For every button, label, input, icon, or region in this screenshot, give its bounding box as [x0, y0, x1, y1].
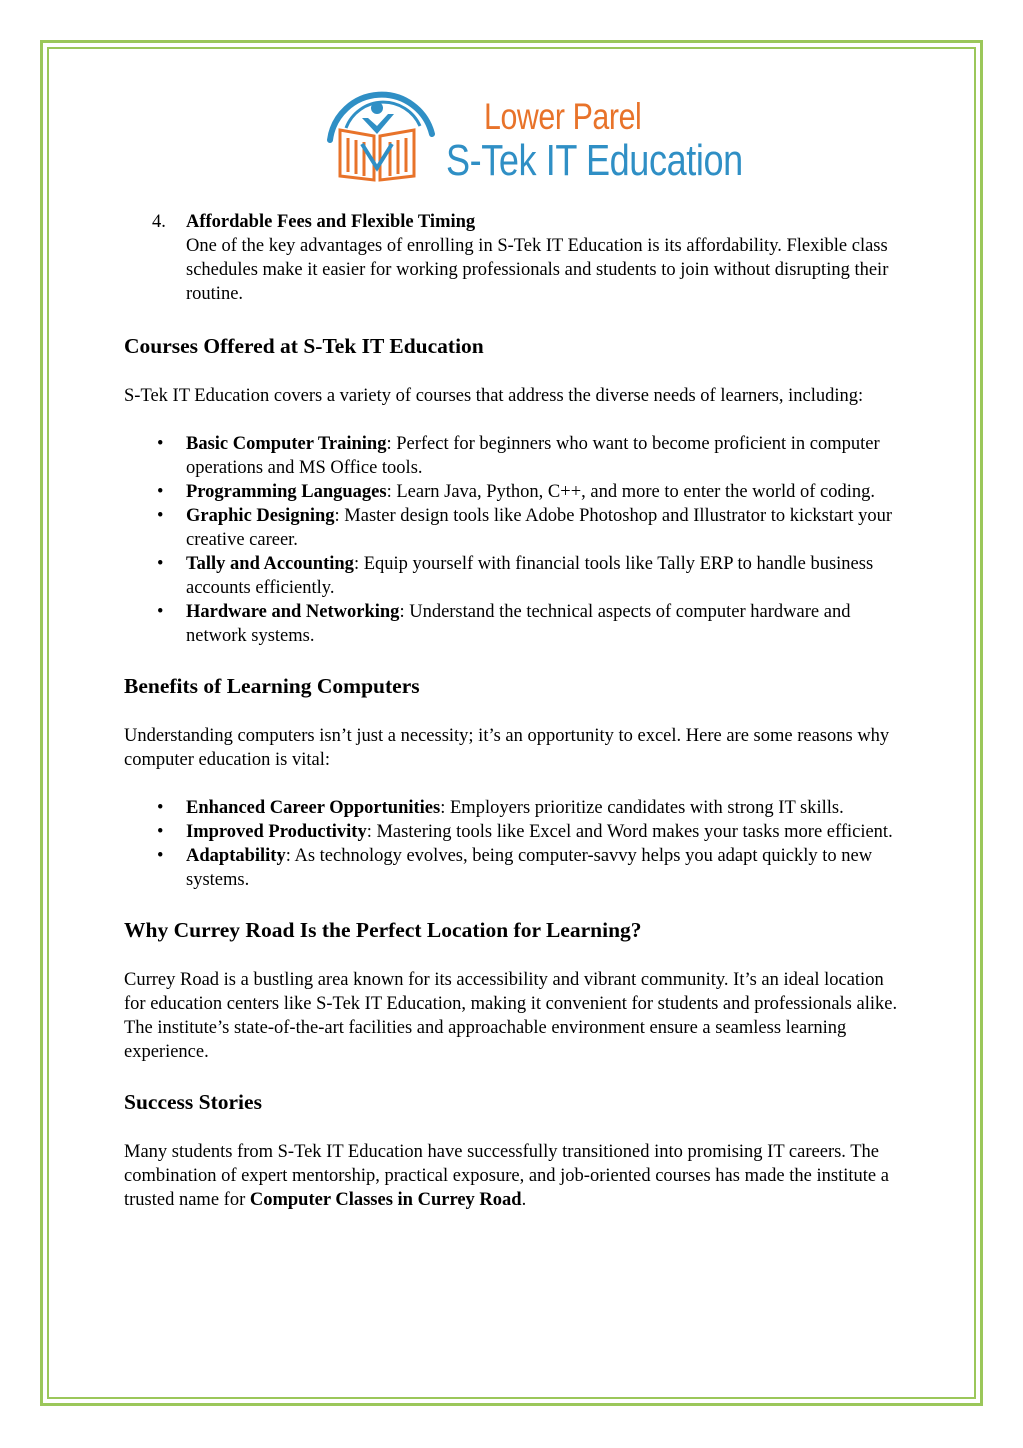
bullet-icon: •	[157, 846, 164, 866]
list-item: • Tally and Accounting: Equip yourself with financial tools like Tally ERP to handle business accounts efficiently.	[157, 554, 874, 598]
bullet-icon: •	[157, 434, 164, 454]
success-text: Many students from S-Tek IT Education have successfully transitioned into promising IT careers. The combination of expert mentorship, practical exposure, and job-oriented courses has made the institute a trusted name for Computer Classes in Currey Road.	[124, 1142, 889, 1210]
list-item: • Programming Languages: Learn Java, Python, C++, and more to enter the world of coding.	[157, 482, 875, 502]
bullet-icon: •	[157, 482, 164, 502]
list-item: • Graphic Designing: Master design tools like Adobe Photoshop and Illustrator to kickstart your creative career.	[157, 506, 893, 550]
list-item: • Adaptability: As technology evolves, being computer-savvy helps you adapt quickly to new systems.	[157, 846, 873, 890]
list-item: • Basic Computer Training: Perfect for beginners who want to become proficient in computer operations and MS Office tools.	[157, 434, 880, 478]
bullet-icon: •	[157, 822, 164, 842]
success-heading: Success Stories	[124, 1090, 262, 1114]
bullet-icon: •	[157, 506, 164, 526]
list-item: • Enhanced Career Opportunities: Employers prioritize candidates with strong IT skills.	[157, 798, 844, 818]
location-text: Currey Road is a bustling area known for its accessibility and vibrant community. It’s an ideal location for education centers like S-Tek IT Education, making it convenient for students and professionals alike. The institute’s state-of-the-art facilities and approachable environment ensure a seamless learning experience.	[124, 970, 898, 1062]
logo-line2: S-Tek IT Education	[446, 136, 743, 185]
document-body	[124, 210, 904, 1236]
benefits-list	[124, 796, 904, 892]
logo-emblem-icon	[322, 88, 442, 188]
success-link-text: Computer Classes in Currey Road	[249, 1190, 522, 1210]
bullet-icon: •	[157, 798, 164, 818]
list-item: • Improved Productivity: Mastering tools like Excel and Word makes your tasks more efficient.	[157, 822, 893, 842]
courses-heading: Courses Offered at S-Tek IT Education	[124, 334, 484, 358]
benefits-heading: Benefits of Learning Computers	[124, 674, 420, 698]
bullet-icon: •	[157, 602, 164, 622]
location-heading: Why Currey Road Is the Perfect Location for Learning?	[124, 918, 642, 942]
item-title: Affordable Fees and Flexible Timing	[186, 212, 476, 232]
logo	[322, 88, 743, 188]
item-text: One of the key advantages of enrolling in S-Tek IT Education is its affordability. Flexible class schedules make it easier for working professionals and students to join without disrupting their routine.	[186, 236, 889, 304]
list-item: • Hardware and Networking: Understand the technical aspects of computer hardware and network systems.	[157, 602, 851, 646]
bullet-icon: •	[157, 554, 164, 574]
numbered-item-4	[124, 210, 904, 306]
courses-list	[124, 432, 904, 648]
item-number: 4.	[152, 212, 166, 232]
courses-intro: S-Tek IT Education covers a variety of courses that address the diverse needs of learners, including:	[124, 386, 864, 406]
benefits-intro: Understanding computers isn’t just a necessity; it’s an opportunity to excel. Here are some reasons why computer education is vital:	[124, 726, 890, 770]
logo-line1: Lower Parel	[484, 96, 642, 137]
